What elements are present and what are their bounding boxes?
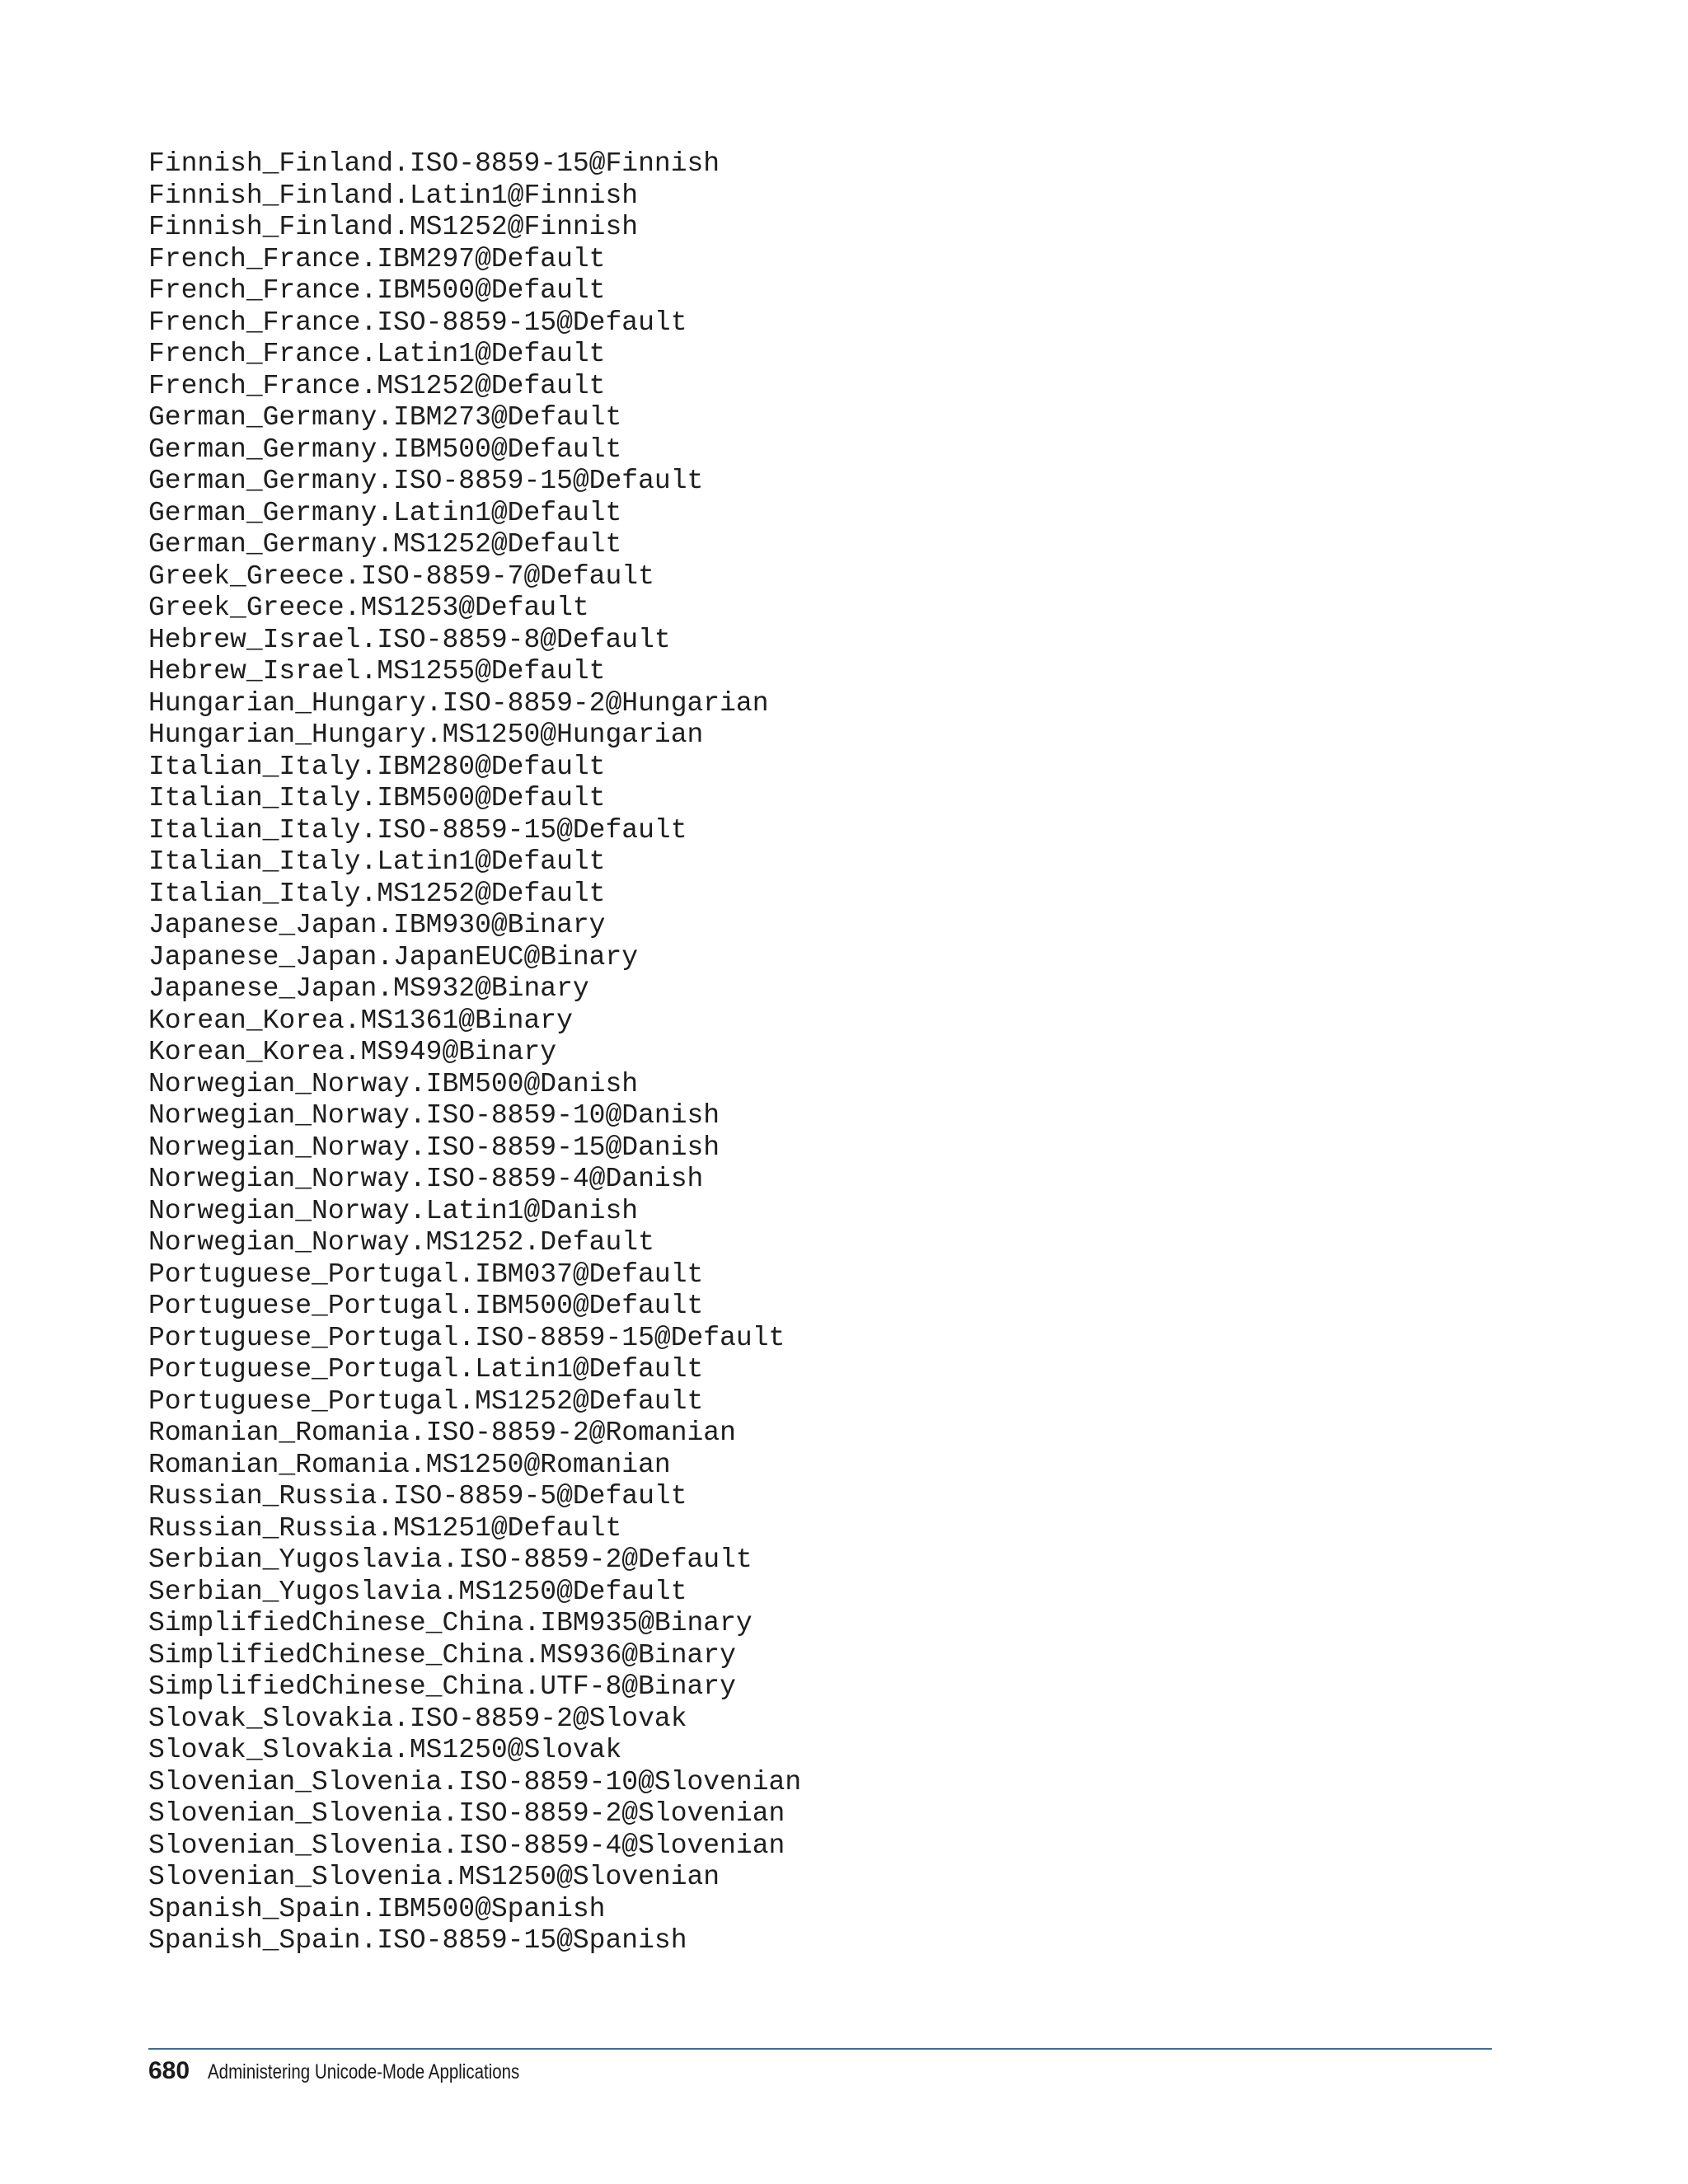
locale-entry: Hebrew_Israel.ISO-8859-8@Default	[148, 624, 671, 655]
locale-entry: Norwegian_Norway.Latin1@Danish	[148, 1195, 639, 1226]
locale-entry: French_France.MS1252@Default	[148, 370, 606, 401]
locale-entry: Serbian_Yugoslavia.MS1250@Default	[148, 1576, 687, 1607]
locale-entry: Hungarian_Hungary.ISO-8859-2@Hungarian	[148, 687, 769, 719]
locale-entry: Russian_Russia.ISO-8859-5@Default	[148, 1481, 687, 1511]
running-title: Administering Unicode-Mode Applications	[208, 2060, 520, 2083]
locale-entry: SimplifiedChinese_China.UTF-8@Binary	[148, 1671, 736, 1702]
locale-entry: Hebrew_Israel.MS1255@Default	[148, 656, 606, 687]
locale-entry: Romanian_Romania.MS1250@Romanian	[148, 1449, 671, 1480]
locale-entry: Japanese_Japan.JapanEUC@Binary	[148, 941, 639, 972]
locale-entry: Norwegian_Norway.ISO-8859-10@Danish	[148, 1100, 720, 1131]
locale-entry: Portuguese_Portugal.Latin1@Default	[148, 1354, 704, 1385]
locale-entry: Italian_Italy.Latin1@Default	[148, 846, 606, 877]
locale-entry: Portuguese_Portugal.IBM500@Default	[148, 1291, 704, 1321]
locale-entry: Finnish_Finland.MS1252@Finnish	[148, 212, 639, 242]
locale-entry: Norwegian_Norway.ISO-8859-4@Danish	[148, 1164, 704, 1194]
page-footer	[148, 2057, 588, 2090]
locale-entry: Slovenian_Slovenia.ISO-8859-4@Slovenian	[148, 1830, 785, 1861]
locale-entry: Spanish_Spain.IBM500@Spanish	[148, 1893, 606, 1924]
locale-entry: Russian_Russia.MS1251@Default	[148, 1512, 622, 1544]
locale-entry: Spanish_Spain.ISO-8859-15@Spanish	[148, 1925, 687, 1956]
locale-entry: German_Germany.ISO-8859-15@Default	[148, 466, 704, 496]
locale-entry: Slovenian_Slovenia.ISO-8859-2@Slovenian	[148, 1798, 785, 1829]
page-number: 680	[148, 2057, 190, 2084]
locale-entry: Japanese_Japan.MS932@Binary	[148, 973, 589, 1004]
locale-entry: Romanian_Romania.ISO-8859-2@Romanian	[148, 1418, 736, 1448]
locale-entry: Norwegian_Norway.ISO-8859-15@Danish	[148, 1132, 720, 1163]
locale-entry: Portuguese_Portugal.ISO-8859-15@Default	[148, 1322, 785, 1353]
locale-entry: Slovak_Slovakia.MS1250@Slovak	[148, 1735, 622, 1765]
locale-entry: Italian_Italy.ISO-8859-15@Default	[148, 814, 687, 846]
locale-entry: Finnish_Finland.ISO-8859-15@Finnish	[148, 148, 720, 179]
locale-entry: French_France.Latin1@Default	[148, 339, 606, 369]
locale-entry: Norwegian_Norway.IBM500@Danish	[148, 1068, 639, 1099]
locale-entry: Portuguese_Portugal.IBM037@Default	[148, 1258, 704, 1290]
locale-entry: Korean_Korea.MS1361@Binary	[148, 1005, 573, 1036]
locale-entry: Japanese_Japan.IBM930@Binary	[148, 910, 606, 940]
locale-entry: Korean_Korea.MS949@Binary	[148, 1037, 557, 1067]
locale-entry: Finnish_Finland.Latin1@Finnish	[148, 180, 639, 211]
locale-entry: French_France.IBM500@Default	[148, 275, 606, 306]
locale-entry: German_Germany.MS1252@Default	[148, 529, 622, 560]
locale-entry: Italian_Italy.IBM500@Default	[148, 783, 606, 813]
locale-entry: Greek_Greece.ISO-8859-7@Default	[148, 560, 654, 592]
locale-entry: German_Germany.IBM273@Default	[148, 402, 622, 433]
locale-entry: Slovenian_Slovenia.MS1250@Slovenian	[148, 1862, 720, 1892]
locale-entry: Serbian_Yugoslavia.ISO-8859-2@Default	[148, 1544, 753, 1575]
locale-entry: German_Germany.IBM500@Default	[148, 434, 622, 465]
locale-entry: Hungarian_Hungary.MS1250@Hungarian	[148, 719, 704, 750]
locale-entry: Slovak_Slovakia.ISO-8859-2@Slovak	[148, 1703, 687, 1734]
locale-entry: Norwegian_Norway.MS1252.Default	[148, 1227, 654, 1258]
locale-list	[148, 148, 801, 1957]
locale-entry: French_France.IBM297@Default	[148, 243, 606, 274]
locale-entry: SimplifiedChinese_China.MS936@Binary	[148, 1639, 736, 1671]
locale-entry: Portuguese_Portugal.MS1252@Default	[148, 1385, 704, 1417]
locale-entry: SimplifiedChinese_China.IBM935@Binary	[148, 1608, 753, 1638]
footer-rule	[148, 2048, 1492, 2050]
locale-entry: French_France.ISO-8859-15@Default	[148, 307, 687, 338]
locale-entry: Slovenian_Slovenia.ISO-8859-10@Slovenian	[148, 1766, 802, 1797]
locale-entry: Italian_Italy.MS1252@Default	[148, 878, 606, 909]
locale-entry: Greek_Greece.MS1253@Default	[148, 593, 589, 623]
locale-entry: Italian_Italy.IBM280@Default	[148, 751, 606, 782]
locale-entry: German_Germany.Latin1@Default	[148, 497, 622, 528]
